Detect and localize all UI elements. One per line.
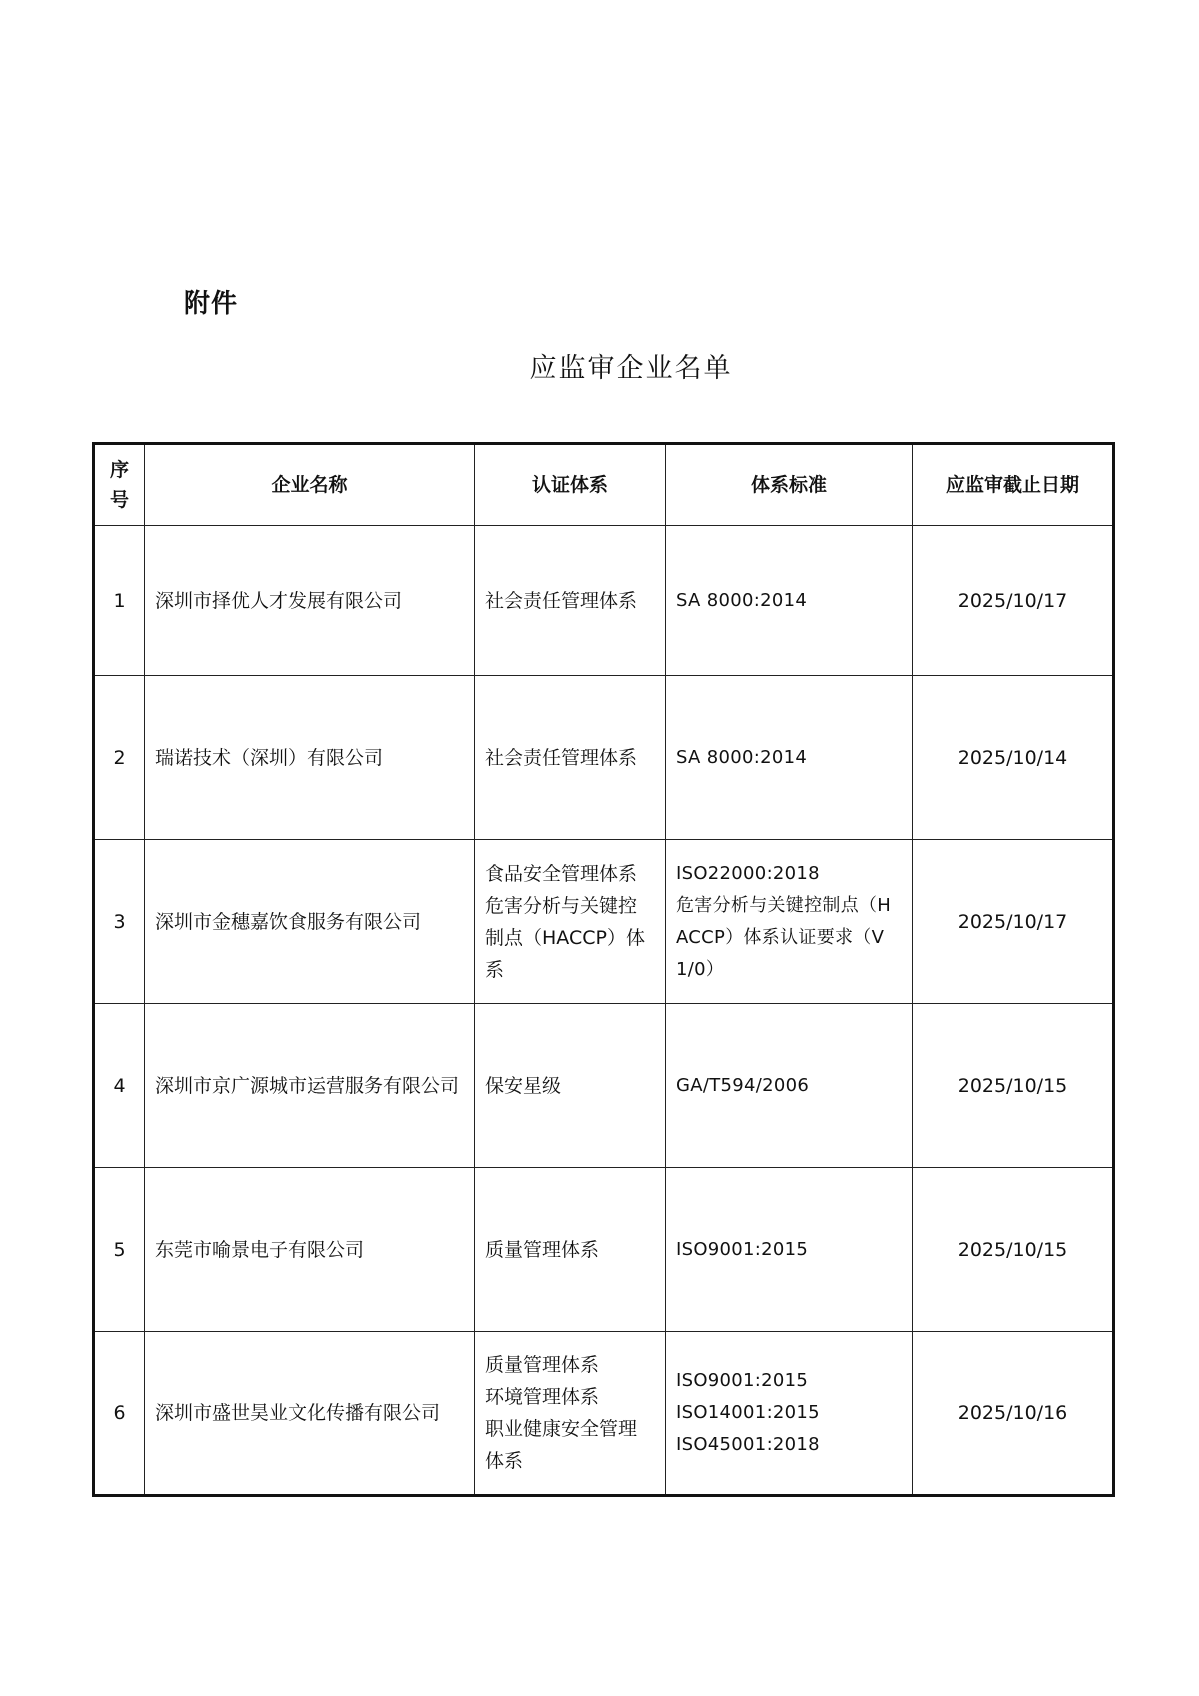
system-line: 危害分析与关键控制点（HACCP）体系 xyxy=(485,894,645,981)
system-line: 保安星级 xyxy=(485,1074,562,1097)
deadline-date: 2025/10/15 xyxy=(913,1004,1114,1168)
certification-system xyxy=(475,840,666,1004)
system-line: 质量管理体系 xyxy=(485,1354,600,1376)
system-standard xyxy=(666,1168,913,1332)
table-header-row xyxy=(94,444,1114,526)
header-deadline: 应监审截止日期 xyxy=(913,444,1114,526)
table-row xyxy=(94,1332,1114,1496)
standard-line: 危害分析与关键控制点（HACCP）体系认证要求（V1/0） xyxy=(676,894,892,980)
table-row xyxy=(94,1168,1114,1332)
standard-line: ISO22000:2018 xyxy=(676,862,820,884)
document-title: 应监审企业名单 xyxy=(529,353,733,384)
table-row xyxy=(94,840,1114,1004)
system-line: 社会责任管理体系 xyxy=(485,589,638,612)
row-number: 6 xyxy=(94,1332,145,1496)
system-line: 职业健康安全管理体系 xyxy=(485,1418,638,1472)
certification-system xyxy=(475,526,666,676)
standard-line: SA 8000:2014 xyxy=(676,589,808,611)
table-row xyxy=(94,676,1114,840)
standard-line: SA 8000:2014 xyxy=(676,746,808,768)
standard-line: ISO14001:2015 xyxy=(676,1402,820,1423)
system-standard xyxy=(666,840,913,1004)
company-name: 深圳市择优人才发展有限公司 xyxy=(145,526,475,676)
row-number: 5 xyxy=(94,1168,145,1332)
header-seq: 序号 xyxy=(94,444,145,526)
standard-line: ISO45001:2018 xyxy=(676,1434,820,1455)
deadline-date: 2025/10/16 xyxy=(913,1332,1114,1496)
enterprise-table xyxy=(92,442,1115,1497)
certification-system xyxy=(475,676,666,840)
certification-system xyxy=(475,1332,666,1496)
table-row xyxy=(94,1004,1114,1168)
deadline-date: 2025/10/17 xyxy=(913,526,1114,676)
row-number: 2 xyxy=(94,676,145,840)
system-line: 环境管理体系 xyxy=(485,1386,600,1408)
row-number: 1 xyxy=(94,526,145,676)
row-number: 3 xyxy=(94,840,145,1004)
company-name: 深圳市金穗嘉饮食服务有限公司 xyxy=(145,840,475,1004)
table-row xyxy=(94,526,1114,676)
certification-system xyxy=(475,1168,666,1332)
certification-system xyxy=(475,1004,666,1168)
system-standard xyxy=(666,676,913,840)
system-line: 社会责任管理体系 xyxy=(485,746,638,769)
system-standard xyxy=(666,1004,913,1168)
row-number: 4 xyxy=(94,1004,145,1168)
company-name: 深圳市京广源城市运营服务有限公司 xyxy=(145,1004,475,1168)
system-line: 食品安全管理体系 xyxy=(485,862,638,885)
standard-line: GA/T594/2006 xyxy=(676,1074,810,1096)
deadline-date: 2025/10/17 xyxy=(913,840,1114,1004)
system-line: 质量管理体系 xyxy=(485,1238,600,1261)
system-standard xyxy=(666,1332,913,1496)
attachment-label: 附件 xyxy=(184,289,239,319)
company-name: 东莞市喻景电子有限公司 xyxy=(145,1168,475,1332)
standard-line: ISO9001:2015 xyxy=(676,1238,809,1260)
company-name: 瑞诺技术（深圳）有限公司 xyxy=(145,676,475,840)
deadline-date: 2025/10/15 xyxy=(913,1168,1114,1332)
company-name: 深圳市盛世昊业文化传播有限公司 xyxy=(145,1332,475,1496)
header-company: 企业名称 xyxy=(145,444,475,526)
header-system: 认证体系 xyxy=(475,444,666,526)
deadline-date: 2025/10/14 xyxy=(913,676,1114,840)
system-standard xyxy=(666,526,913,676)
standard-line: ISO9001:2015 xyxy=(676,1370,809,1391)
header-standard: 体系标准 xyxy=(666,444,913,526)
